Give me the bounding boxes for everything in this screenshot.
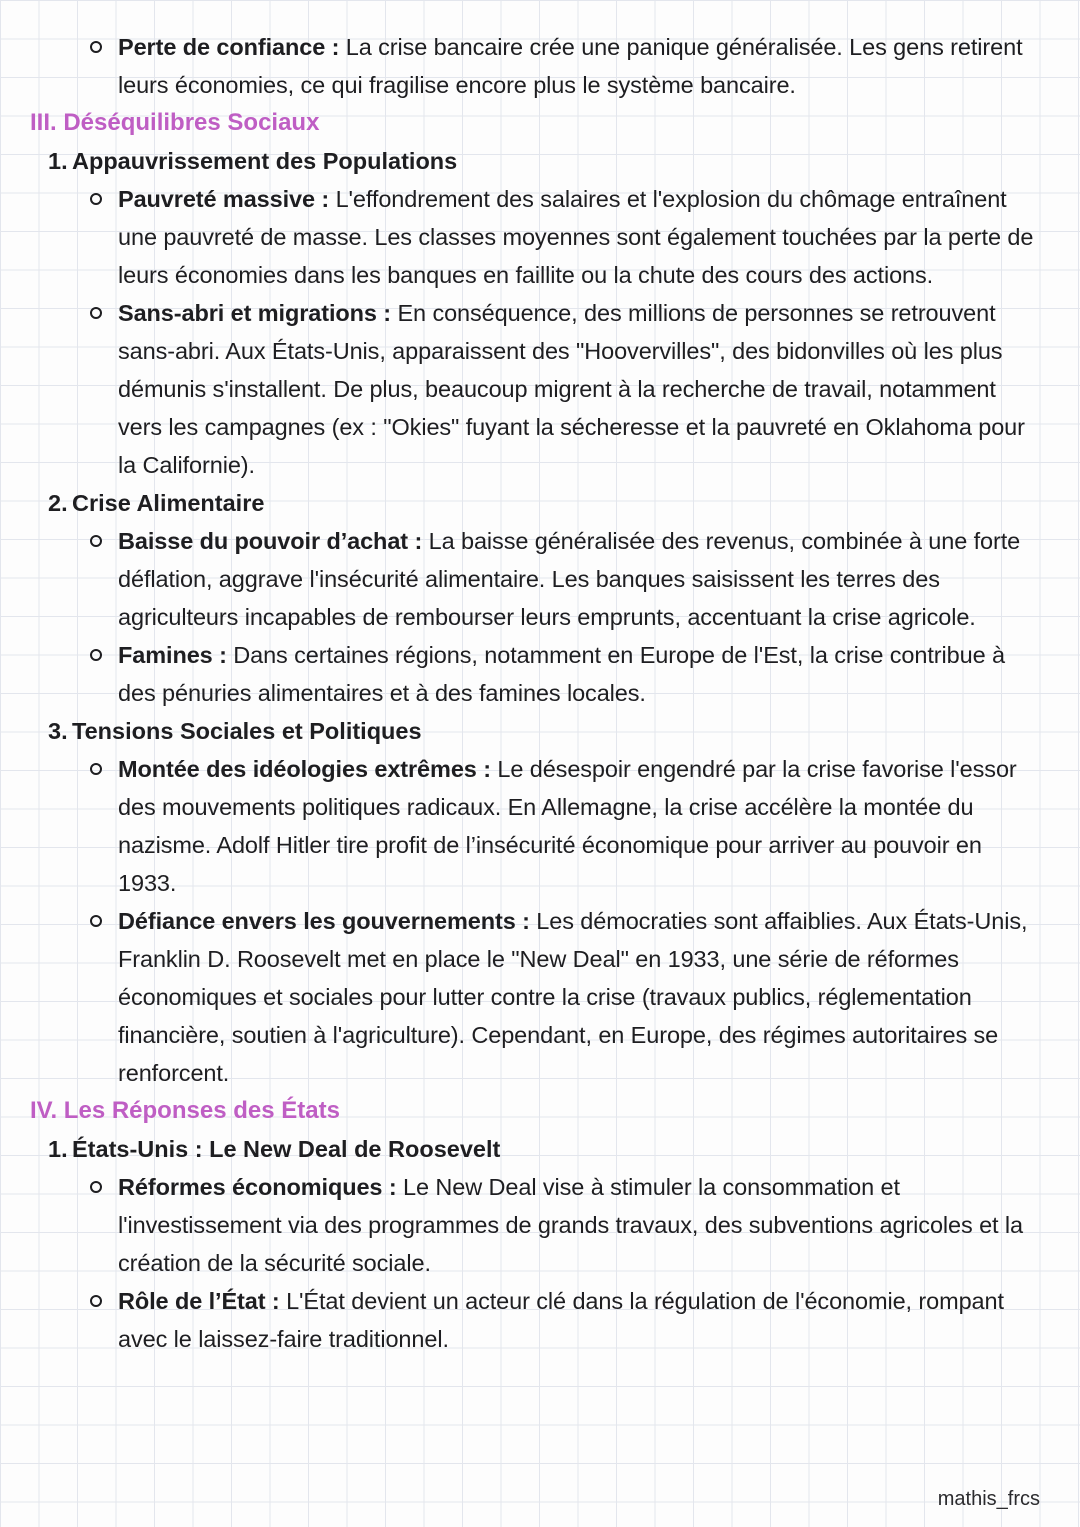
section-heading: III. Déséquilibres Sociaux — [30, 109, 320, 136]
bullet-item — [30, 902, 1042, 1092]
bullet-circle-icon — [90, 915, 102, 927]
bullet-lead: Perte de confiance : — [118, 34, 340, 60]
numbered-item — [30, 142, 1042, 180]
bullet-text — [118, 522, 1042, 636]
bullet-circle-icon — [90, 535, 102, 547]
bullet-circle-icon — [90, 763, 102, 775]
numbered-item — [30, 712, 1042, 750]
item-label: Crise Alimentaire — [72, 490, 265, 516]
bullet-circle-icon — [90, 193, 102, 205]
bullet-circle-icon — [90, 41, 102, 53]
bullet-item — [30, 180, 1042, 294]
bullet-text — [118, 28, 1042, 104]
bullet-item — [30, 1282, 1042, 1358]
bullet-item — [30, 294, 1042, 484]
bullet-circle-icon — [90, 307, 102, 319]
bullet-circle-icon — [90, 1181, 102, 1193]
bullet-circle-icon — [90, 649, 102, 661]
bullet-lead: Baisse du pouvoir d’achat : — [118, 528, 423, 554]
bullet-lead: Rôle de l’État : — [118, 1288, 280, 1314]
bullet-lead: Défiance envers les gouvernements : — [118, 908, 530, 934]
bullet-body: En conséquence, des millions de personnes se retrouvent sans-abri. Aux États-Unis, apparaissent des "Hoovervilles", des bidonvilles où les plus démunis s'installent. De plus, beaucoup migrent à la recherche de travail, notamment vers les campagnes (ex : "Okies" fuyant la sécheresse et la pauvreté en Oklahoma pour la Californie). — [118, 300, 1025, 478]
bullet-item — [30, 522, 1042, 636]
bullet-text — [118, 636, 1042, 712]
bullet-body: Les démocraties sont affaiblies. Aux États-Unis, Franklin D. Roosevelt met en place le "New Deal" en 1933, une série de réformes économiques et sociales pour lutter contre la crise (travaux publics, réglementation financière, soutien à l'agriculture). Cependant, en Europe, des régimes autoritaires se renforcent. — [118, 908, 1028, 1086]
bullet-text — [118, 902, 1042, 1092]
bullet-item — [30, 1168, 1042, 1282]
bullet-body: La crise bancaire crée une panique généralisée. Les gens retirent leurs économies, ce qui fragilise encore plus le système bancaire. — [118, 34, 1023, 98]
bullet-body: L'effondrement des salaires et l'explosion du chômage entraînent une pauvreté de masse. Les classes moyennes sont également touchées par la perte de leurs économies dans les banques en faillite ou la chute des cours des actions. — [118, 186, 1034, 288]
bullet-item — [30, 28, 1042, 104]
bullet-text — [118, 294, 1042, 484]
watermark: mathis_frcs — [937, 1488, 1040, 1510]
bullet-lead: Pauvreté massive : — [118, 186, 330, 212]
bullet-text — [118, 1282, 1042, 1358]
bullet-text — [118, 1168, 1042, 1282]
bullet-circle-icon — [90, 1295, 102, 1307]
bullet-body: Le New Deal vise à stimuler la consommation et l'investissement via des programmes de grands travaux, des subventions agricoles et la création de la sécurité sociale. — [118, 1174, 1024, 1276]
bullet-item — [30, 636, 1042, 712]
bullet-lead: Famines : — [118, 642, 227, 668]
item-number: 2. — [48, 490, 68, 516]
bullet-lead: Montée des idéologies extrêmes : — [118, 756, 491, 782]
numbered-item — [30, 484, 1042, 522]
item-label: Tensions Sociales et Politiques — [72, 718, 422, 744]
bullet-body: La baisse généralisée des revenus, combinée à une forte déflation, aggrave l'insécurité alimentaire. Les banques saisissent les terres des agriculteurs incapables de rembourser leurs emprunts, accentuant la crise agricole. — [118, 528, 1021, 630]
bullet-body: Dans certaines régions, notamment en Europe de l'Est, la crise contribue à des pénuries alimentaires et à des famines locales. — [118, 642, 1005, 706]
bullet-body: Le désespoir engendré par la crise favorise l'essor des mouvements politiques radicaux. En Allemagne, la crise accélère la montée du nazisme. Adolf Hitler tire profit de l’insécurité économique pour arriver au pouvoir en 1933. — [118, 756, 1017, 896]
section-heading: IV. Les Réponses des États — [30, 1097, 340, 1124]
item-label: États-Unis : Le New Deal de Roosevelt — [72, 1136, 501, 1162]
numbered-item — [30, 1130, 1042, 1168]
item-number: 1. — [48, 148, 68, 174]
bullet-text — [118, 750, 1042, 902]
item-number: 1. — [48, 1136, 68, 1162]
bullet-body: L'État devient un acteur clé dans la régulation de l'économie, rompant avec le laissez-faire traditionnel. — [118, 1288, 1004, 1352]
item-number: 3. — [48, 718, 68, 744]
bullet-lead: Sans-abri et migrations : — [118, 300, 392, 326]
bullet-text — [118, 180, 1042, 294]
bullet-item — [30, 750, 1042, 902]
item-label: Appauvrissement des Populations — [72, 148, 458, 174]
bullet-lead: Réformes économiques : — [118, 1174, 397, 1200]
